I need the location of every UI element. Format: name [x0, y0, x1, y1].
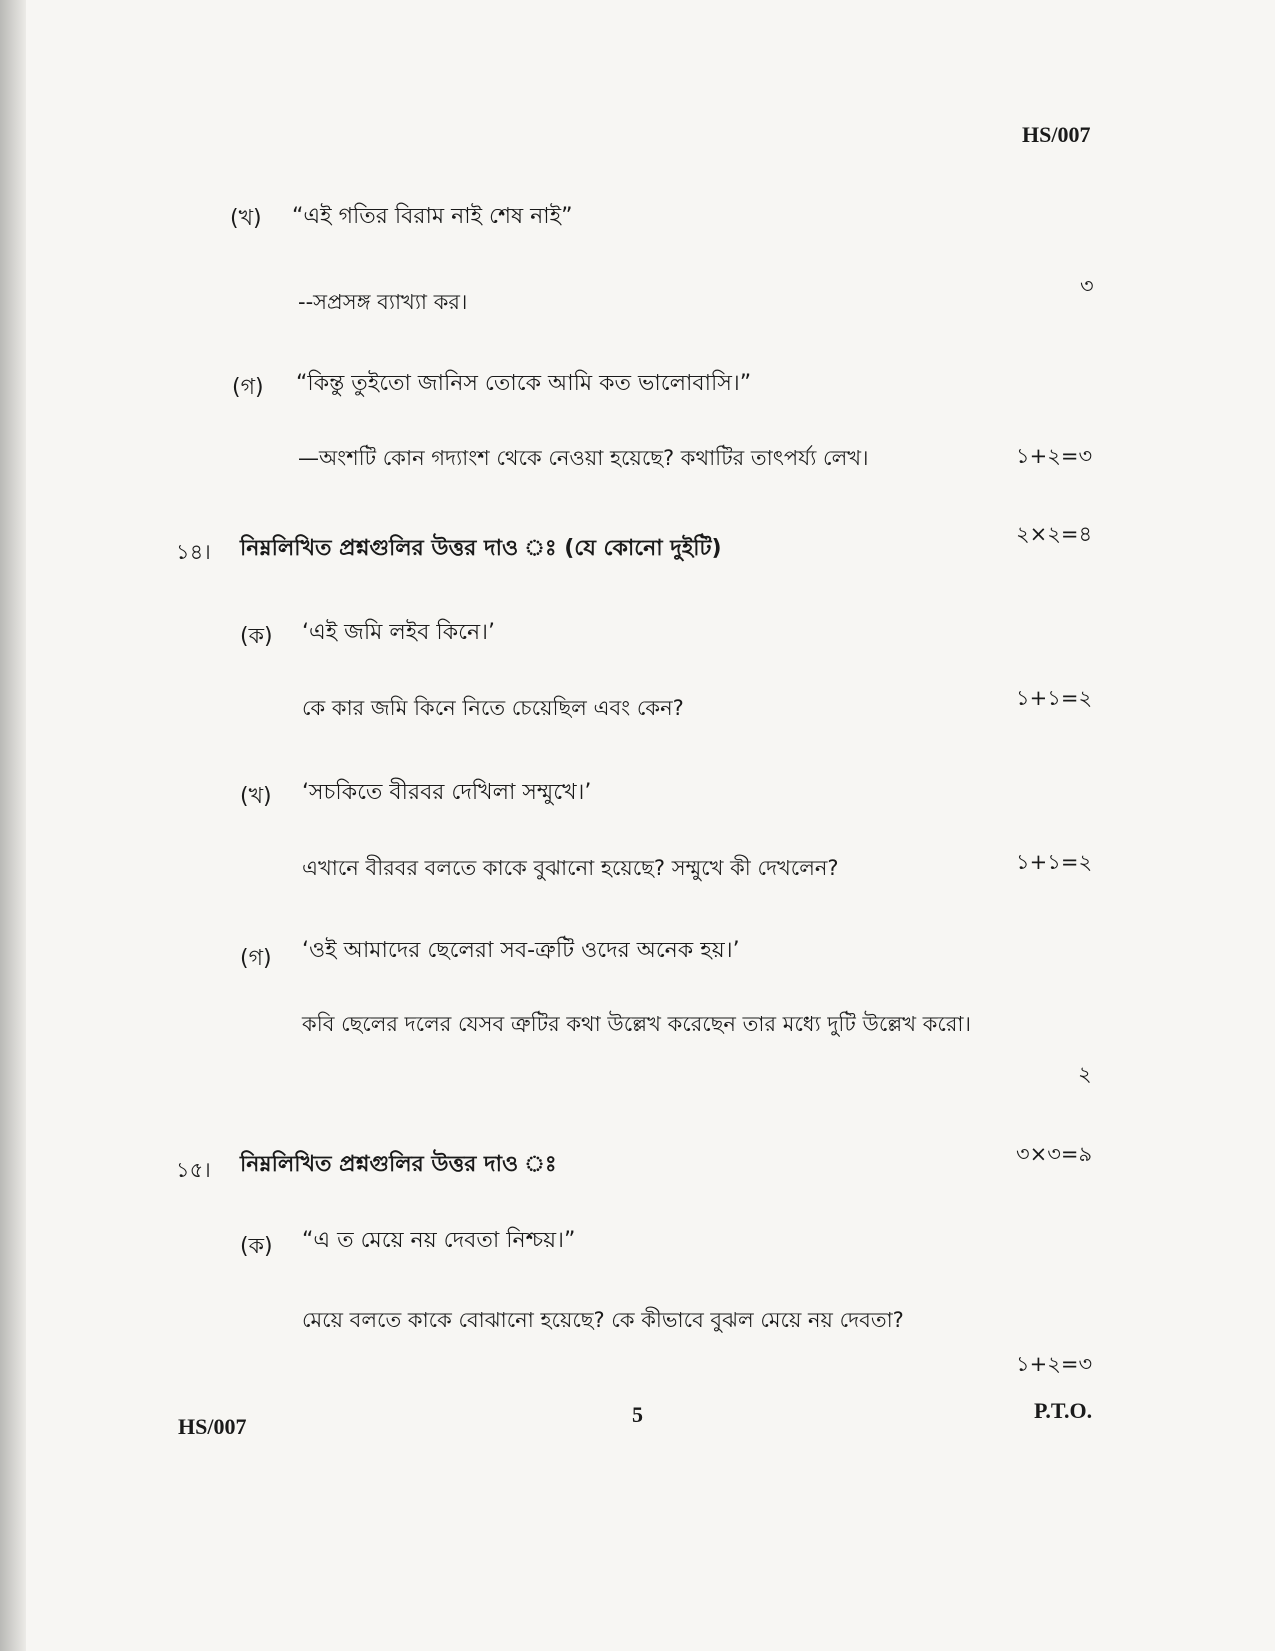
- q15-ka-quote: “এ ত মেয়ে নয় দেবতা নিশ্চয়।”: [302, 1228, 576, 1253]
- q13-ga-label: (গ): [232, 375, 264, 400]
- q14-ka-label: (ক): [240, 624, 273, 649]
- q14-kha-marks: ১+১=২: [1016, 850, 1093, 874]
- header-paper-code: HS/007: [1022, 122, 1091, 147]
- q14-ka-marks: ১+১=২: [1016, 686, 1093, 710]
- q14-ka-quote: ‘এই জমি লইব কিনে।’: [302, 620, 495, 645]
- page-number: 5: [632, 1402, 643, 1427]
- q14-ka-question: কে কার জমি কিনে নিতে চেয়েছিল এবং কেন?: [302, 696, 684, 720]
- q14-heading: নিম্নলিখিত প্রশ্নগুলির উত্তর দাও ঃ (যে কোনো দুইটি): [240, 536, 722, 561]
- q15-number: ১৫।: [176, 1158, 211, 1182]
- q13-ga-marks: ১+২=৩: [1016, 444, 1093, 468]
- q15-ka-marks: ১+২=৩: [1016, 1352, 1093, 1376]
- page-edge-shadow: [0, 0, 26, 1651]
- q13-ga-instruction: —অংশটি কোন গদ্যাংশ থেকে নেওয়া হয়েছে? কথাটির তাৎপর্য্য লেখ।: [298, 446, 869, 470]
- q15-ka-label: (ক): [240, 1234, 273, 1259]
- q14-number: ১৪।: [176, 540, 211, 564]
- q13-kha-label: (খ): [230, 206, 262, 231]
- q13-kha-quote: “এই গতির বিরাম নাই শেষ নাই”: [292, 204, 573, 229]
- q14-marks: ২×২=৪: [1016, 522, 1093, 546]
- q13-kha-instruction: --সপ্রসঙ্গ ব্যাখ্যা কর।: [298, 290, 468, 314]
- q13-ga-quote: “কিন্তু তুইতো জানিস তোকে আমি কত ভালোবাসি।”: [296, 371, 752, 396]
- q14-kha-label: (খ): [240, 784, 272, 809]
- q15-heading: নিম্নলিখিত প্রশ্নগুলির উত্তর দাও ঃ: [240, 1152, 557, 1177]
- q13-kha-marks: ৩: [1080, 274, 1094, 298]
- pto-label: P.T.O.: [1034, 1398, 1093, 1423]
- q15-ka-question: মেয়ে বলতে কাকে বোঝানো হয়েছে? কে কীভাবে বুঝল মেয়ে নয় দেবতা?: [302, 1308, 904, 1332]
- q14-ga-question: কবি ছেলের দলের যেসব ত্রুটির কথা উল্লেখ করেছেন তার মধ্যে দুটি উল্লেখ করো।: [302, 1012, 971, 1036]
- q15-marks: ৩×৩=৯: [1016, 1142, 1093, 1166]
- footer-paper-code: HS/007: [178, 1414, 247, 1439]
- q14-kha-quote: ‘সচকিতে বীরবর দেখিলা সম্মুখে।’: [302, 780, 592, 805]
- q14-kha-question: এখানে বীরবর বলতে কাকে বুঝানো হয়েছে? সম্মুখে কী দেখলেন?: [302, 856, 839, 880]
- q14-ga-marks: ২: [1078, 1062, 1092, 1086]
- q14-ga-label: (গ): [240, 946, 272, 971]
- q14-ga-quote: ‘ওই আমাদের ছেলেরা সব-ত্রুটি ওদের অনেক হয়।’: [302, 938, 740, 963]
